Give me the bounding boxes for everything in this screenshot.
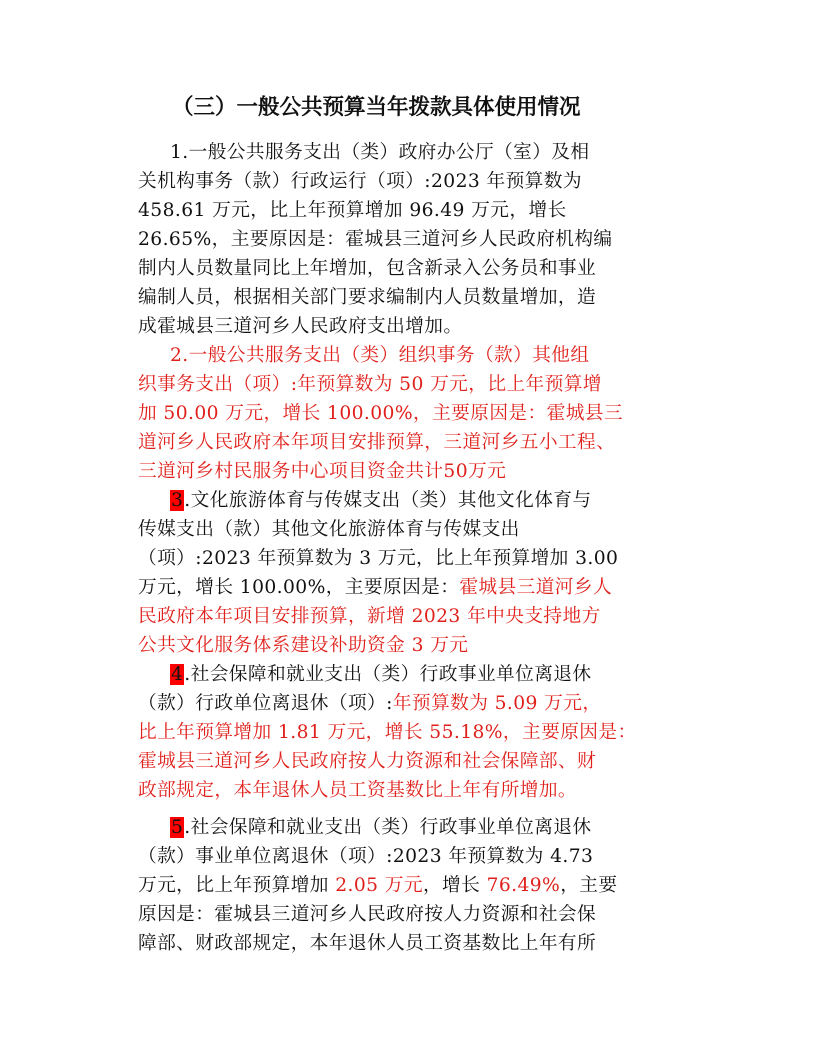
paragraph-5-text-c: ，增长 <box>422 875 487 896</box>
paragraph-3-line-6: 公共文化服务体系建设补助资金 3 万元 <box>138 635 469 656</box>
paragraph-3-line-1 <box>170 486 591 515</box>
paragraph-5-text: .社会保障和就业支出（类）行政事业单位离退休 <box>184 817 592 838</box>
paragraph-2-line-5: 三道河乡村民服务中心项目资金共计50万元 <box>138 461 507 482</box>
highlighted-number: 4 <box>171 664 184 685</box>
paragraph-2-line-2: 织事务支出（项）:年预算数为 50 万元，比上年预算增 <box>138 374 602 395</box>
highlighted-number: 3 <box>171 490 184 511</box>
paragraph-5-red-amount: 2.05 万元 <box>335 875 423 896</box>
paragraph-5-line-5: 障部、财政部规定，本年退休人员工资基数比上年有所 <box>138 933 597 954</box>
paragraph-2-line-4: 道河乡人民政府本年项目安排预算，三道河乡五小工程、 <box>138 432 616 453</box>
paragraph-5-text-e: ，主要 <box>560 875 618 896</box>
paragraph-4-red-text: 年预算数为 5.09 万元， <box>392 693 602 714</box>
paragraph-1-line-6: 编制人员，根据相关部门要求编制内人员数量增加，造 <box>138 287 597 308</box>
paragraph-1-line-4: 26.65%，主要原因是：霍城县三道河乡人民政府机构编 <box>138 229 613 250</box>
paragraph-2-line-3: 加 50.00 万元，增长 100.00%，主要原因是：霍城县三 <box>138 403 623 424</box>
paragraph-5-text-a: 万元，比上年预算增加 <box>138 875 336 896</box>
paragraph-1-line-1: 1.一般公共服务支出（类）政府办公厅（室）及相 <box>170 142 590 163</box>
paragraph-5-line-1 <box>170 813 591 842</box>
highlighted-number: 5 <box>171 817 184 838</box>
paragraph-5-line-4: 原因是：霍城县三道河乡人民政府按人力资源和社会保 <box>138 904 597 925</box>
paragraph-5-red-percent: 76.49% <box>486 875 561 896</box>
paragraph-3-line-4 <box>138 573 612 602</box>
paragraph-3-line-3: （项）:2023 年预算数为 3 万元，比上年预算增加 3.00 <box>138 548 619 569</box>
paragraph-3-line-5: 民政府本年项目安排预算，新增 2023 年中央支持地方 <box>138 606 601 627</box>
paragraph-4-line-3: 比上年预算增加 1.81 万元，增长 55.18%，主要原因是： <box>138 722 637 743</box>
paragraph-1-line-2: 关机构事务（款）行政运行（项）:2023 年预算数为 <box>138 171 582 192</box>
paragraph-4-line-1 <box>170 660 591 689</box>
paragraph-3-red-text: 霍城县三道河乡人 <box>459 577 613 598</box>
paragraph-4-black-text: （款）行政单位离退休（项）: <box>138 693 393 714</box>
paragraph-3-line-2: 传媒支出（款）其他文化旅游体育与传媒支出 <box>138 519 520 540</box>
paragraph-2-line-1: 2.一般公共服务支出（类）组织事务（款）其他组 <box>170 345 590 366</box>
paragraph-4-line-5: 政部规定，本年退休人员工资基数比上年有所增加。 <box>138 780 578 801</box>
paragraph-1-line-3: 458.61 万元，比上年预算增加 96.49 万元，增长 <box>138 200 567 221</box>
paragraph-4-text: .社会保障和就业支出（类）行政事业单位离退休 <box>184 664 592 685</box>
paragraph-3-black-text: 万元，增长 100.00%，主要原因是： <box>138 577 460 598</box>
paragraph-3-text: .文化旅游体育与传媒支出（类）其他文化体育与 <box>184 490 592 511</box>
paragraph-1-line-5: 制内人员数量同比上年增加，包含新录入公务员和事业 <box>138 258 597 279</box>
paragraph-5-line-2: （款）事业单位离退休（项）:2023 年预算数为 4.73 <box>138 846 594 867</box>
paragraph-1-line-7: 成霍城县三道河乡人民政府支出增加。 <box>138 316 463 337</box>
section-heading: （三）一般公共预算当年拨款具体使用情况 <box>172 95 581 120</box>
paragraph-4-line-2 <box>138 689 601 718</box>
paragraph-5-line-3 <box>138 871 617 900</box>
paragraph-4-line-4: 霍城县三道河乡人民政府按人力资源和社会保障部、财 <box>138 751 597 772</box>
